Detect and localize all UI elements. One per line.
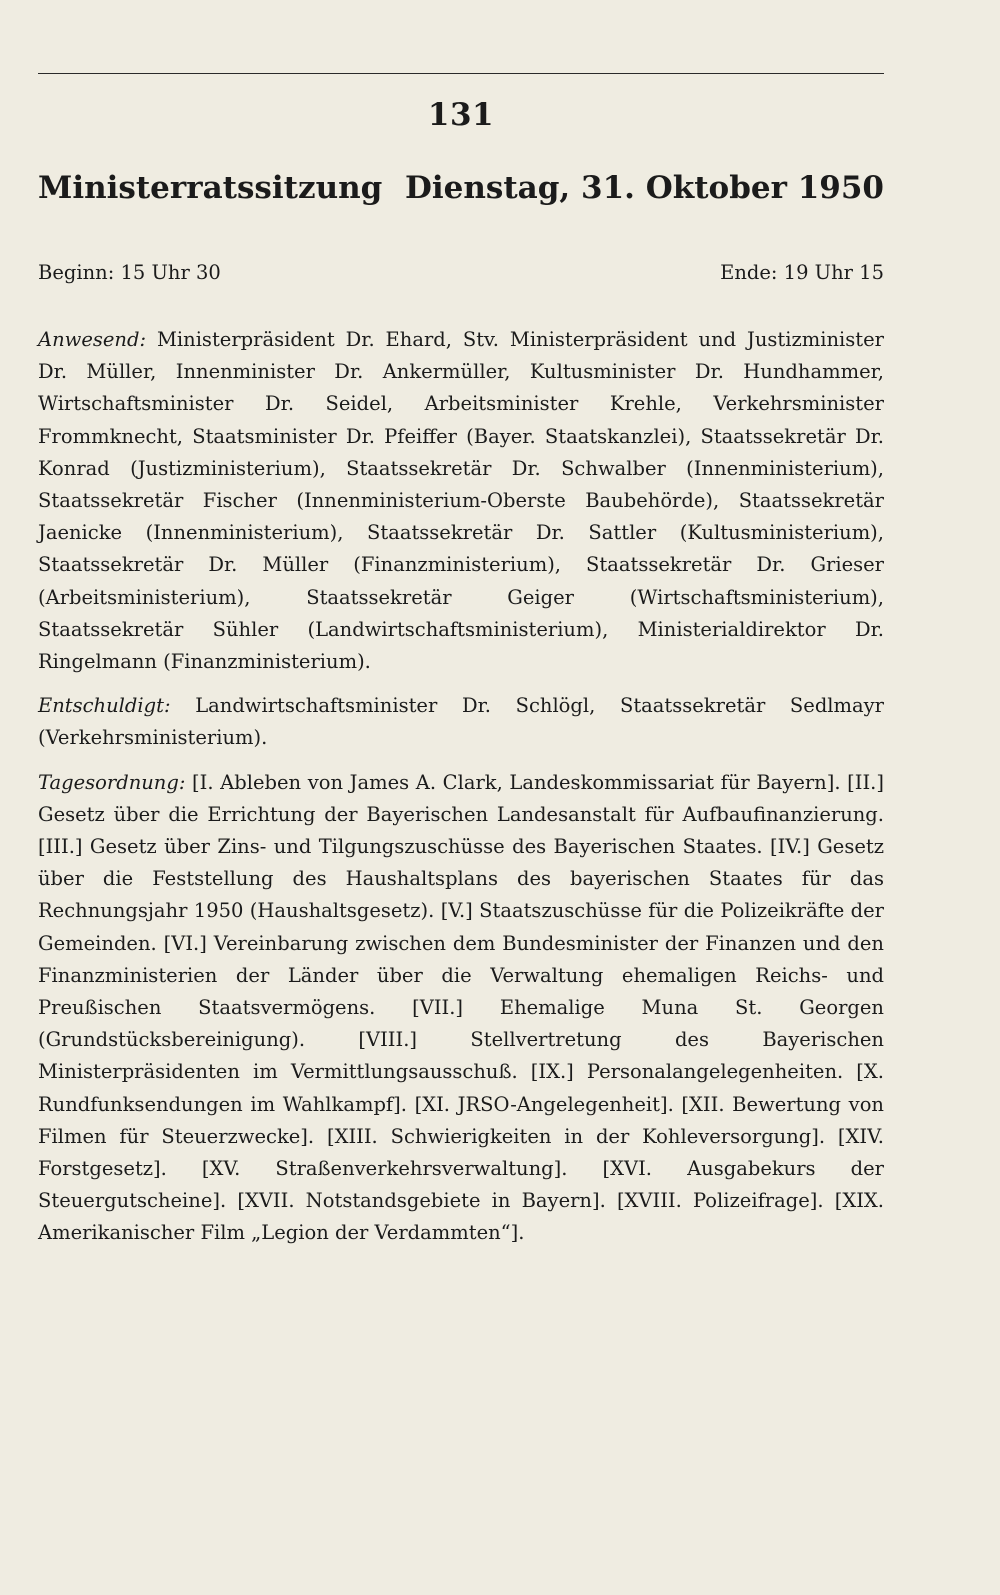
agenda-paragraph (38, 767, 884, 1250)
excused-paragraph (38, 690, 884, 754)
end-time: Ende: 19 Uhr 15 (720, 261, 884, 284)
excused-text: Landwirtschaftsminister Dr. Schlögl, Staatssekretär Sedlmayr (Verkehrsministerium). (38, 694, 884, 750)
page-number: 131 (427, 97, 495, 133)
meeting-date: Dienstag, 31. Oktober 1950 (404, 170, 884, 206)
document-title: Ministerratssitzung (38, 170, 383, 206)
attendance-text: Ministerpräsident Dr. Ehard, Stv. Ministerpräsident und Justizminister Dr. Müller, Innenminister Dr. Ankermüller, Kultusminister Dr. Hundhammer, Wirtschaftsminister Dr. Seidel, Arbeitsminister Krehle, Verkehrsminister Frommknecht, Staatsminister Dr. Pfeiffer (Bayer. Staatskanzlei), Staatssekretär Dr. Konrad (Justizministerium), Staatssekretär Dr. Schwalber (Innenministerium), Staatssekretär Fischer (Innenministerium-Oberste Baubehörde), Staatssekretär Jaenicke (Innenministerium), Staatssekretär Dr. Sattler (Kultusministerium), Staatssekretär Dr. Müller (Finanzministerium), Staatssekretär Dr. Grieser (Arbeitsministerium), Staatssekretär Geiger (Wirtschaftsministerium), Staatssekretär Sühler (Landwirtschaftsministerium), Ministerialdirektor Dr. Ringelmann (Finanzministerium). (38, 328, 884, 674)
attendance-paragraph (38, 324, 884, 678)
body-text (38, 324, 884, 1262)
agenda-label: Tagesordnung: (38, 770, 186, 794)
begin-time: Beginn: 15 Uhr 30 (38, 261, 221, 284)
top-rule (38, 73, 884, 74)
attendance-label: Anwesend: (38, 328, 147, 351)
excused-label: Entschuldigt: (38, 694, 171, 718)
time-row (38, 261, 884, 284)
title-row (38, 170, 884, 206)
agenda-text: [I. Ableben von James A. Clark, Landeskommissariat für Bayern]. [II.] Gesetz über die Errichtung der Bayerischen Landesanstalt für Aufbaufinanzierung. [III.] Gesetz über Zins- und Tilgungszuschüsse des Bayerischen Staates. [IV.] Gesetz über die Feststellung des Haushaltsplans des bayerischen Staates für das Rechnungsjahr 1950 (Haushaltsgesetz). [V.] Staatszuschüsse für die Polizeikräfte der Gemeinden. [VI.] Vereinbarung zwischen dem Bundesminister der Finanzen und den Finanzministerien der Länder über die Verwaltung ehemaligen Reichs- und Preußischen Staatsvermögens. [VII.] Ehemalige Muna St. Georgen (Grundstücksbereinigung). [VIII.] Stellvertretung des Bayerischen Ministerpräsidenten im Vermittlungsausschuß. [IX.] Personalangelegenheiten. [X. Rundfunksendungen im Wahlkampf]. [XI. JRSO-Angelegenheit]. [XII. Bewertung von Filmen für Steuerzwecke]. [XIII. Schwierigkeiten in der Kohleversorgung]. [XIV. Forstgesetz]. [XV. Straßenverkehrsverwaltung]. [XVI. Ausgabekurs der Steuergutscheine]. [XVII. Notstandsgebiete in Bayern]. [XVIII. Polizeifrage]. [XIX. Amerikanischer Film „Legion der Verdammten“]. (38, 770, 884, 1245)
